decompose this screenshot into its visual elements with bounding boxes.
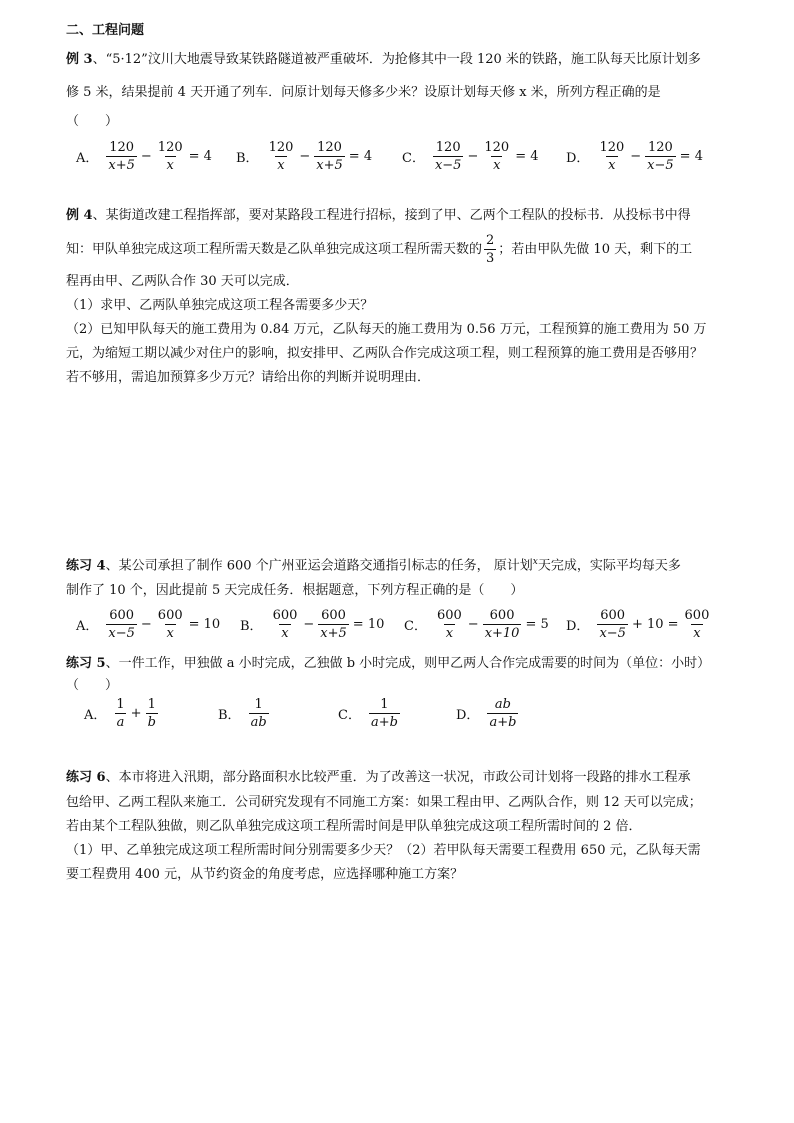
practice-4-option-c-frac-2: [483, 608, 522, 641]
practice-4-label: 练习 4: [66, 558, 106, 574]
example-4-text-2a: 知：甲队单独完成这项工程所需天数是乙队单独完成这项工程所需天数的: [66, 241, 483, 257]
example-3-option-c-frac-1: [433, 140, 464, 173]
practice-5-text-1: 、一件工作，甲独做 a 小时完成，乙独做 b 小时完成，则甲乙两人合作完成需要的时间为（单位：小时）: [105, 656, 711, 671]
practice-5-option-b: [218, 697, 271, 730]
practice-4-option-a-operator: −: [140, 617, 152, 632]
example-4-fraction-num: 2: [486, 233, 495, 248]
practice-4-text-1a: 、某公司承担了制作 600 个广州亚运会道路交通指引标志的任务， 原计划: [105, 558, 533, 574]
example-3-option-a-frac-1: [106, 140, 137, 173]
practice-4-option-c-frac-1-num: 600: [436, 608, 462, 623]
practice-4-option-a-frac-2-num: 600: [157, 608, 183, 623]
example-3-option-b-frac-2-num: 120: [317, 140, 342, 155]
practice-4-option-a-frac-2-den: x: [166, 626, 174, 641]
practice-4-option-c-frac-1: [435, 608, 464, 641]
practice-4-option-a-frac-1-num: 600: [109, 608, 135, 623]
example-3-option-c: [402, 140, 540, 173]
practice-5-option-a-frac-1-num: 1: [116, 697, 125, 712]
example-3-option-a-operator: −: [140, 149, 152, 164]
practice-5-option-b-frac-1-den: ab: [250, 715, 267, 730]
practice-4-option-b-frac-2: [318, 608, 349, 641]
example-3-option-b-label: B．: [236, 151, 259, 166]
example-3-option-c-frac-1-num: 120: [435, 140, 461, 155]
example-4-fraction: [484, 233, 496, 266]
practice-6-line-5: 要工程费用 400 元，从节约资金的角度考虑，应选择哪种施工方案？: [66, 867, 464, 882]
practice-4-option-d-label: D．: [566, 619, 590, 634]
practice-5-option-c-frac-1-den: a+b: [370, 715, 398, 730]
practice-5-option-d-frac-1: [487, 697, 518, 730]
practice-4-text-1b: 天完成，实际平均每天多: [537, 558, 681, 574]
practice-6-text-1: 、本市将进入汛期，部分路面积水比较严重．为了改善这一状况，市政公司计划将一段路的排水工程承: [105, 770, 691, 785]
practice-5-option-c: [338, 697, 402, 730]
practice-5-paren: （ ）: [66, 678, 119, 693]
practice-5-option-a-frac-2-num: 1: [147, 697, 156, 712]
example-3-option-b-frac-1-num: 120: [268, 140, 294, 155]
practice-5-label: 练习 5: [66, 656, 106, 671]
practice-5-option-b-frac-1-num: 1: [254, 697, 263, 712]
practice-5-option-d-label: D．: [456, 708, 480, 723]
practice-4-option-c-frac-1-den: x: [445, 626, 454, 641]
practice-4-option-a: [76, 608, 222, 641]
practice-4-var-x: x: [532, 557, 538, 567]
example-3-option-b-frac-1-den: x: [277, 158, 285, 173]
practice-4-option-b-frac-2-num: 600: [321, 608, 346, 623]
practice-4-option-d: [566, 608, 713, 641]
example-3-option-d-frac-1-den: x: [608, 158, 616, 173]
practice-6-line-3: 若由某个工程队独做，则乙队单独完成这项工程所需时间是甲队单独完成这项工程所需时间的 2 倍．: [66, 819, 642, 834]
example-3-option-a-label: A．: [76, 151, 99, 166]
example-3-text-1: 、“5·12”汶川大地震导致某铁路隧道被严重破坏．为抢修其中一段 120 米的铁路，施工队每天比原计划多: [92, 52, 701, 67]
example-4-question-2b: 元，为缩短工期以减少对住户的影响，拟安排甲、乙两队合作完成这项工程，则工程预算的施工费用是否够用？: [66, 346, 704, 361]
example-4-line-2: [66, 233, 692, 266]
practice-5-option-a-frac-2-den: b: [147, 715, 156, 730]
practice-4-option-c-frac-2-num: 600: [489, 608, 515, 623]
example-3-option-b-frac-2-den: x+5: [316, 158, 343, 173]
practice-4-option-d-frac-1-den: x−5: [599, 626, 626, 641]
example-4-fraction-den: 3: [486, 251, 495, 266]
practice-4-option-b-frac-1: [271, 608, 300, 641]
example-3-option-a-frac-2-den: x: [166, 158, 174, 173]
practice-4-option-b-frac-1-num: 600: [272, 608, 298, 623]
practice-4-option-b-frac-1-den: x: [281, 626, 289, 641]
example-3-option-b-frac-2: [314, 140, 345, 173]
example-3-line-2: 修 5 米，结果提前 4 天开通了列车．问原计划每天修多少米？设原计划每天修 x 米，所列方程正确的是: [66, 85, 661, 100]
example-4-text-2b: ；若由甲队先做 10 天，剩下的工: [498, 241, 693, 257]
practice-4-option-c-label: C．: [404, 619, 427, 634]
example-3-option-c-rhs: = 4: [515, 149, 539, 164]
example-3-option-c-frac-1-den: x−5: [434, 158, 462, 173]
practice-5-line-1: [66, 655, 710, 673]
example-4-line-3: 程再由甲、乙两队合作 30 天可以完成．: [66, 274, 299, 289]
practice-4-option-b-label: B．: [240, 619, 263, 634]
practice-4-option-b-rhs: = 10: [352, 617, 385, 632]
practice-4-option-d-frac-1-num: 600: [600, 608, 626, 623]
example-4-label: 例 4: [66, 208, 93, 223]
practice-4-option-d-frac-1: [597, 608, 628, 641]
example-3-option-d-frac-1: [597, 140, 626, 173]
practice-5-option-b-frac-1: [249, 697, 269, 730]
practice-6-line-4: （1）甲、乙单独完成这项工程所需时间分别需要多少天？（2）若甲队每天需要工程费用 650 元，乙队每天需: [66, 843, 701, 858]
example-3-option-d-rhs: = 4: [679, 149, 703, 164]
practice-5-option-c-label: C．: [338, 708, 361, 723]
practice-4-option-a-rhs: = 10: [188, 617, 221, 632]
example-4-question-2a: （2）已知甲队每天的施工费用为 0.84 万元，乙队每天的施工费用为 0.56 万元，工程预算的施工费用为 50 万: [66, 322, 707, 337]
example-3-option-d-operator: −: [630, 149, 642, 164]
practice-5-option-d-frac-1-den: a+b: [489, 715, 517, 730]
practice-4-option-d-operator: + 10 =: [631, 617, 679, 632]
practice-4-option-b: [240, 608, 386, 641]
practice-4-option-d-frac-2-den: x: [693, 626, 701, 641]
example-3-option-c-frac-2: [482, 140, 511, 173]
practice-4-option-a-frac-1: [106, 608, 137, 641]
example-3-option-a-frac-1-num: 120: [109, 140, 135, 155]
practice-4-option-c-frac-2-den: x+10: [484, 626, 520, 641]
practice-4-option-b-frac-2-den: x+5: [320, 626, 347, 641]
example-4-text-1: 、某街道改建工程指挥部，要对某路段工程进行招标，接到了甲、乙两个工程队的投标书．从投标书中得: [92, 208, 691, 223]
practice-5-option-a: [84, 697, 160, 730]
example-3-option-d-frac-2: [645, 140, 676, 173]
practice-5-option-c-frac-1: [369, 697, 400, 730]
example-3-option-c-frac-2-den: x: [493, 158, 501, 173]
practice-4-option-c-rhs: = 5: [525, 617, 549, 632]
example-3-option-b-operator: −: [299, 149, 311, 164]
practice-4-option-b-operator: −: [303, 617, 315, 632]
example-4-line-1: [66, 207, 691, 225]
example-3-option-d-frac-1-num: 120: [599, 140, 625, 155]
example-3-option-c-label: C．: [402, 151, 425, 166]
practice-5-option-d-frac-1-num: ab: [494, 697, 511, 712]
example-3-option-a-frac-1-den: x+5: [108, 158, 135, 173]
section-title: 二、工程问题: [66, 23, 145, 38]
practice-6-label: 练习 6: [66, 770, 106, 785]
practice-6-line-2: 包给甲、乙两工程队来施工．公司研究发现有不同施工方案：如果工程由甲、乙两队合作，则 12 天可以完成；: [66, 795, 702, 810]
practice-4-option-a-frac-1-den: x−5: [108, 626, 135, 641]
practice-5-option-a-frac-2: [146, 697, 158, 730]
example-3-option-c-frac-2-num: 120: [484, 140, 510, 155]
practice-5-option-a-frac-1-den: a: [116, 715, 125, 730]
practice-5-option-a-operator: +: [130, 706, 142, 721]
practice-5-option-c-frac-1-num: 1: [380, 697, 389, 712]
example-3-label: 例 3: [66, 52, 93, 67]
example-3-paren: （ ）: [66, 114, 119, 129]
example-3-option-d-frac-2-den: x−5: [647, 158, 674, 173]
practice-4-option-c: [404, 608, 551, 641]
practice-5-option-d: [456, 697, 520, 730]
example-3-option-a-frac-2-num: 120: [157, 140, 183, 155]
practice-4-line-1: [66, 553, 681, 575]
practice-4-option-d-frac-2-num: 600: [684, 608, 710, 623]
example-3-line-1: [66, 51, 701, 69]
practice-4-option-a-frac-2: [156, 608, 185, 641]
example-3-option-a-frac-2: [156, 140, 185, 173]
example-3-option-a-rhs: = 4: [188, 149, 212, 164]
practice-4-option-c-operator: −: [467, 617, 479, 632]
example-3-option-a: [76, 140, 214, 173]
practice-4-option-a-label: A．: [76, 619, 99, 634]
example-3-option-b-rhs: = 4: [348, 149, 373, 164]
example-3-option-b: [236, 140, 374, 173]
example-3-option-c-operator: −: [467, 149, 479, 164]
example-4-question-2c: 若不够用，需追加预算多少万元？请给出你的判断并说明理由．: [66, 370, 431, 385]
practice-4-option-d-frac-2: [683, 608, 712, 641]
example-3-option-d-label: D．: [566, 151, 590, 166]
practice-5-option-a-label: A．: [84, 708, 107, 723]
example-3-option-d-frac-2-num: 120: [648, 140, 673, 155]
practice-5-option-b-label: B．: [218, 708, 241, 723]
example-4-question-1: （1）求甲、乙两队单独完成这项工程各需要多少天？: [66, 298, 374, 313]
example-3-option-b-frac-1: [267, 140, 296, 173]
practice-6-line-1: [66, 769, 691, 787]
example-3-option-d: [566, 140, 705, 173]
practice-5-option-a-frac-1: [114, 697, 126, 730]
practice-4-line-2: 制作了 10 个，因此提前 5 天完成任务．根据题意，下列方程正确的是（ ）: [66, 583, 524, 598]
